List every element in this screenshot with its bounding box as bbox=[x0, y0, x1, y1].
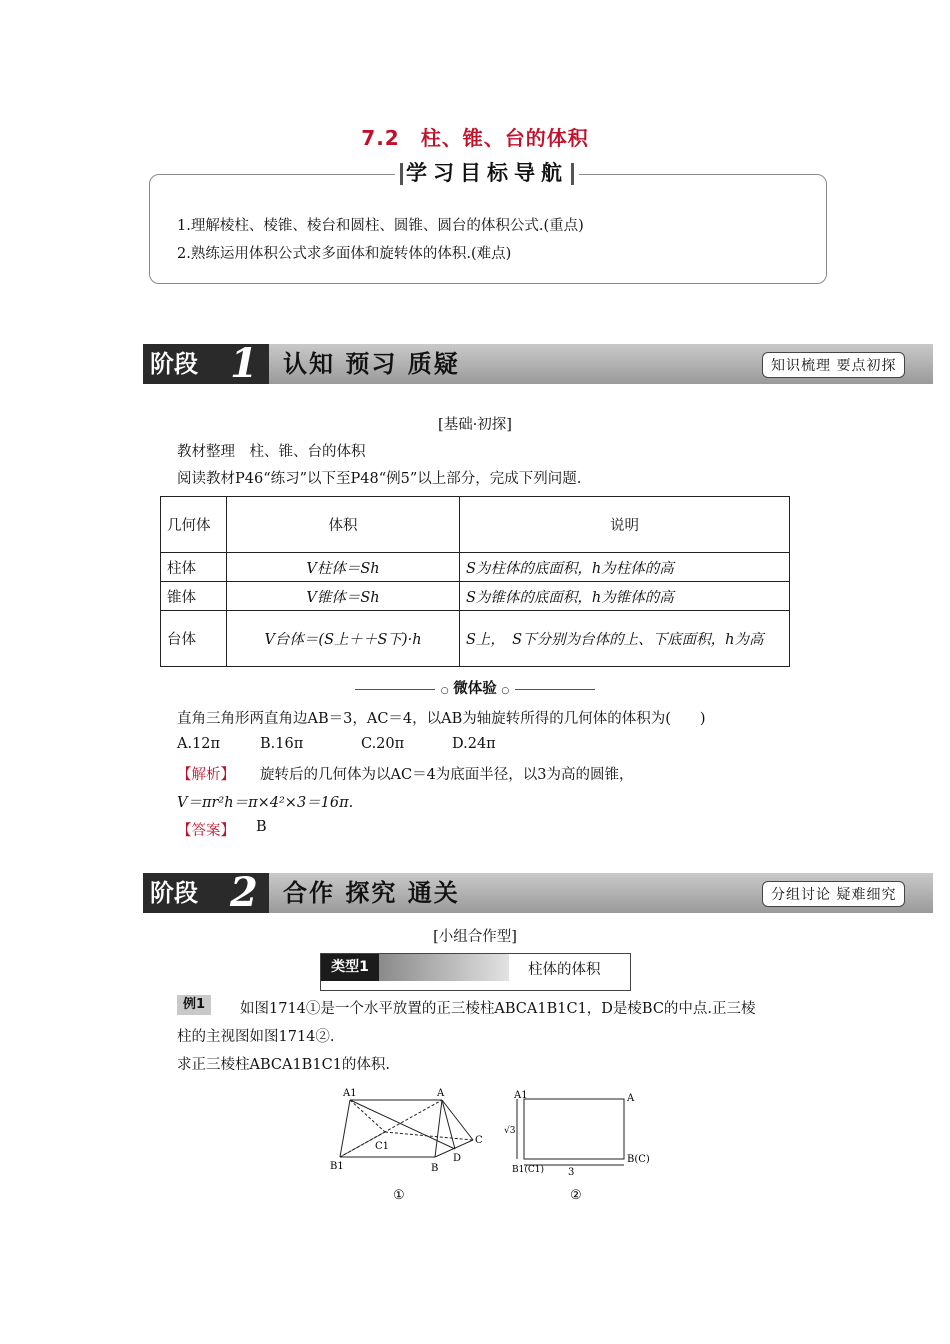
goal-item-1: 1.理解棱柱、棱锥、棱台和圆柱、圆锥、圆台的体积公式.(重点) bbox=[177, 218, 584, 234]
stage1-label: 阶段 bbox=[150, 350, 198, 378]
table-header-cell: 体积 bbox=[227, 497, 460, 553]
option-d: D.24π bbox=[452, 736, 496, 752]
label-B1C1: B1(C1) bbox=[512, 1165, 544, 1175]
weitiyan-question: 直角三角形两直角边AB＝3，AC＝4，以AB为轴旋转所得的几何体的体积为( ) bbox=[177, 711, 706, 727]
divider-right bbox=[515, 689, 595, 690]
label-height-sqrt3: √3 bbox=[504, 1126, 516, 1136]
label-D: D bbox=[453, 1153, 462, 1164]
stage2-label: 阶段 bbox=[150, 879, 198, 907]
type-tag: 类型1 bbox=[321, 954, 379, 981]
goals-heading-text: 学习目标导航 bbox=[406, 161, 568, 185]
table-cell: 锥体 bbox=[161, 582, 227, 611]
table-header-cell: 说明 bbox=[460, 497, 790, 553]
option-c: C.20π bbox=[361, 736, 405, 752]
stage2-title: 合作 探究 通关 bbox=[283, 879, 460, 907]
stage2-number: 2 bbox=[230, 869, 258, 916]
label-A: A bbox=[437, 1088, 445, 1099]
stage1-title: 认知 预习 质疑 bbox=[283, 350, 460, 378]
table-cell: 柱体 bbox=[161, 553, 227, 582]
table-cell: V柱体＝Sh bbox=[227, 553, 460, 582]
example-question: 求正三棱柱ABCA1B1C1的体积. bbox=[177, 1057, 390, 1073]
front-view-figure bbox=[504, 1085, 660, 1210]
section2-note: [小组合作型] bbox=[433, 929, 517, 945]
heading-bar-right bbox=[571, 163, 574, 185]
goal-item-2: 2.熟练运用体积公式求多面体和旋转体的体积.(难点) bbox=[177, 246, 512, 262]
weitiyan-heading-text: 微体验 bbox=[453, 680, 497, 697]
label-B: B bbox=[431, 1163, 439, 1174]
table-row bbox=[161, 611, 790, 667]
table-cell: S为柱体的底面积，h为柱体的高 bbox=[460, 553, 790, 582]
type-gradient bbox=[379, 954, 509, 981]
heading-bar-left bbox=[400, 163, 403, 185]
stage1-number: 1 bbox=[230, 340, 258, 387]
label-C: C bbox=[475, 1135, 483, 1146]
label-A1: A1 bbox=[514, 1090, 528, 1101]
label-length-3: 3 bbox=[568, 1167, 575, 1178]
table-row bbox=[161, 582, 790, 611]
table-header-row bbox=[161, 497, 790, 553]
example-tag: 例1 bbox=[177, 995, 211, 1015]
page-title: 7.2 柱、锥、台的体积 bbox=[361, 126, 589, 150]
label-C1: C1 bbox=[375, 1141, 390, 1152]
section1-reading: 阅读教材P46“练习”以下至P48“例5”以上部分，完成下列问题. bbox=[177, 471, 582, 487]
example-line-1: 如图1714①是一个水平放置的正三棱柱ABCA1B1C1，D是棱BC的中点.正三棱 bbox=[240, 1001, 756, 1017]
analysis-text: 旋转后的几何体为以AC＝4为底面半径，以3为高的圆锥， bbox=[260, 767, 634, 783]
label-BC: B(C) bbox=[627, 1154, 650, 1165]
table-header-cell: 几何体 bbox=[161, 497, 227, 553]
learning-goals-heading bbox=[395, 158, 579, 188]
volume-table bbox=[160, 496, 790, 667]
section1-note: [基础·初探] bbox=[438, 417, 512, 433]
divider-left bbox=[355, 689, 435, 690]
table-row bbox=[161, 553, 790, 582]
stage2-tag: 分组讨论 疑难细究 bbox=[762, 881, 905, 907]
table-cell: S上， S下分别为台体的上、下底面积，h为高 bbox=[460, 611, 790, 667]
table-cell: V锥体＝Sh bbox=[227, 582, 460, 611]
figure2-caption: ② bbox=[570, 1188, 582, 1203]
option-a: A.12π bbox=[177, 736, 221, 752]
label-A: A bbox=[627, 1093, 635, 1104]
answer-tag: 【答案】 bbox=[177, 823, 235, 839]
analysis-tag: 【解析】 bbox=[177, 767, 235, 783]
type-label: 柱体的体积 bbox=[528, 962, 601, 978]
table-cell: S为锥体的底面积，h为锥体的高 bbox=[460, 582, 790, 611]
weitiyan-heading: ○ 微体验 ○ bbox=[0, 677, 950, 698]
label-B1: B1 bbox=[330, 1161, 344, 1172]
section1-heading: 教材整理 柱、锥、台的体积 bbox=[177, 444, 366, 460]
answer-text: B bbox=[256, 819, 267, 835]
table-cell: 台体 bbox=[161, 611, 227, 667]
analysis-formula: V＝πr²h＝π×4²×3＝16π. bbox=[177, 795, 354, 811]
example-line-2: 柱的主视图如图1714②. bbox=[177, 1029, 335, 1045]
option-b: B.16π bbox=[260, 736, 304, 752]
stage1-tag: 知识梳理 要点初探 bbox=[762, 352, 905, 378]
table-cell: V台体＝(S上＋＋S下)·h bbox=[227, 611, 460, 667]
prism-figure bbox=[325, 1085, 495, 1210]
figure1-caption: ① bbox=[393, 1188, 405, 1203]
label-A1: A1 bbox=[343, 1088, 357, 1099]
